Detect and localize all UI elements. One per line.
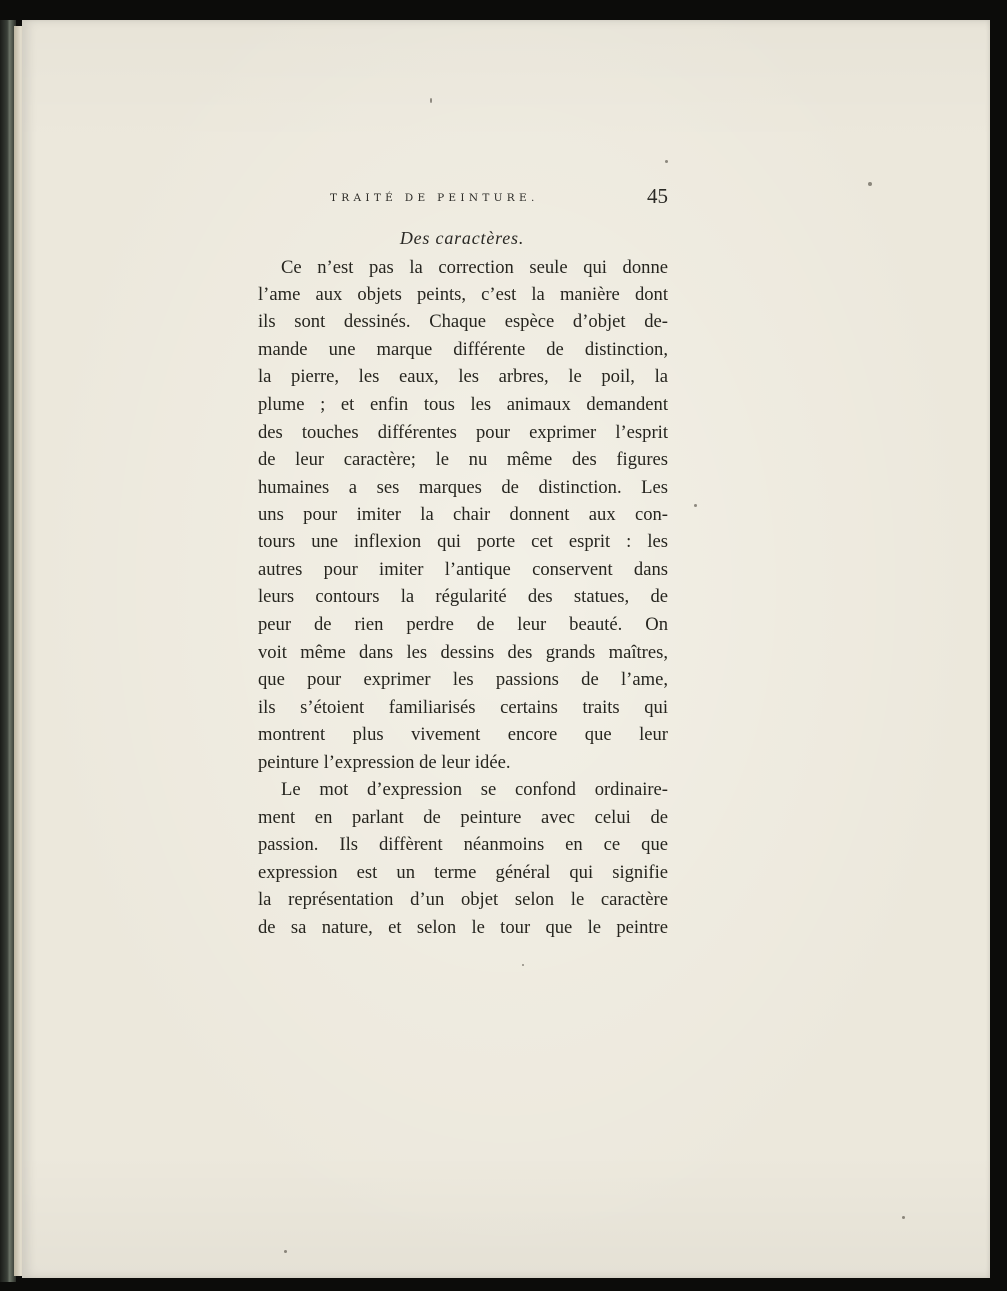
- text-line: ment en parlant de peinture avec celui de: [258, 807, 668, 828]
- text-line: des touches différentes pour exprimer l’esprit: [258, 422, 668, 443]
- paper-speck: [522, 964, 524, 966]
- text-line: mande une marque différente de distinction,: [258, 339, 668, 360]
- text-line: de sa nature, et selon le tour que le peintre: [258, 917, 668, 938]
- paper-speck: [902, 1216, 905, 1219]
- text-line: ils s’étoient familiarisés certains traits qui: [258, 697, 668, 718]
- text-line: tours une inflexion qui porte cet esprit : les: [258, 531, 668, 552]
- text-line: Ce n’est pas la correction seule qui donne: [281, 257, 668, 278]
- text-line: de leur caractère; le nu même des figures: [258, 449, 668, 470]
- running-head: TRAITÉ DE PEINTURE.: [330, 192, 539, 204]
- text-line: la pierre, les eaux, les arbres, le poil, la: [258, 366, 668, 387]
- paper-speck: [868, 182, 872, 186]
- page-number: 45: [647, 184, 668, 208]
- text-line: expression est un terme général qui signifie: [258, 862, 668, 883]
- section-title: Des caractères.: [399, 228, 525, 248]
- text-line: voit même dans les dessins des grands maîtres,: [258, 642, 668, 663]
- text-line: montrent plus vivement encore que leur: [258, 724, 668, 745]
- text-line: uns pour imiter la chair donnent aux con-: [258, 504, 668, 525]
- text-line: que pour exprimer les passions de l’ame,: [258, 669, 668, 690]
- text-line: peinture l’expression de leur idée.: [258, 752, 511, 773]
- text-line: leurs contours la régularité des statues, de: [258, 586, 668, 607]
- text-line: passion. Ils diffèrent néanmoins en ce que: [258, 834, 668, 855]
- paper-speck: [284, 1250, 287, 1253]
- text-line: plume ; et enfin tous les animaux demandent: [258, 394, 668, 415]
- text-line: Le mot d’expression se confond ordinaire-: [281, 779, 668, 800]
- paper-speck: [694, 504, 697, 507]
- page-header: [330, 184, 668, 212]
- text-line: peur de rien perdre de leur beauté. On: [258, 614, 668, 635]
- paper-speck: [430, 98, 432, 103]
- paper-speck: [665, 160, 668, 163]
- text-line: autres pour imiter l’antique conservent dans: [258, 559, 668, 580]
- text-line: l’ame aux objets peints, c’est la manière dont: [258, 284, 668, 305]
- text-line: humaines a ses marques de distinction. Les: [258, 477, 668, 498]
- text-line: ils sont dessinés. Chaque espèce d’objet de-: [258, 311, 668, 332]
- text-line: la représentation d’un objet selon le caractère: [258, 889, 668, 910]
